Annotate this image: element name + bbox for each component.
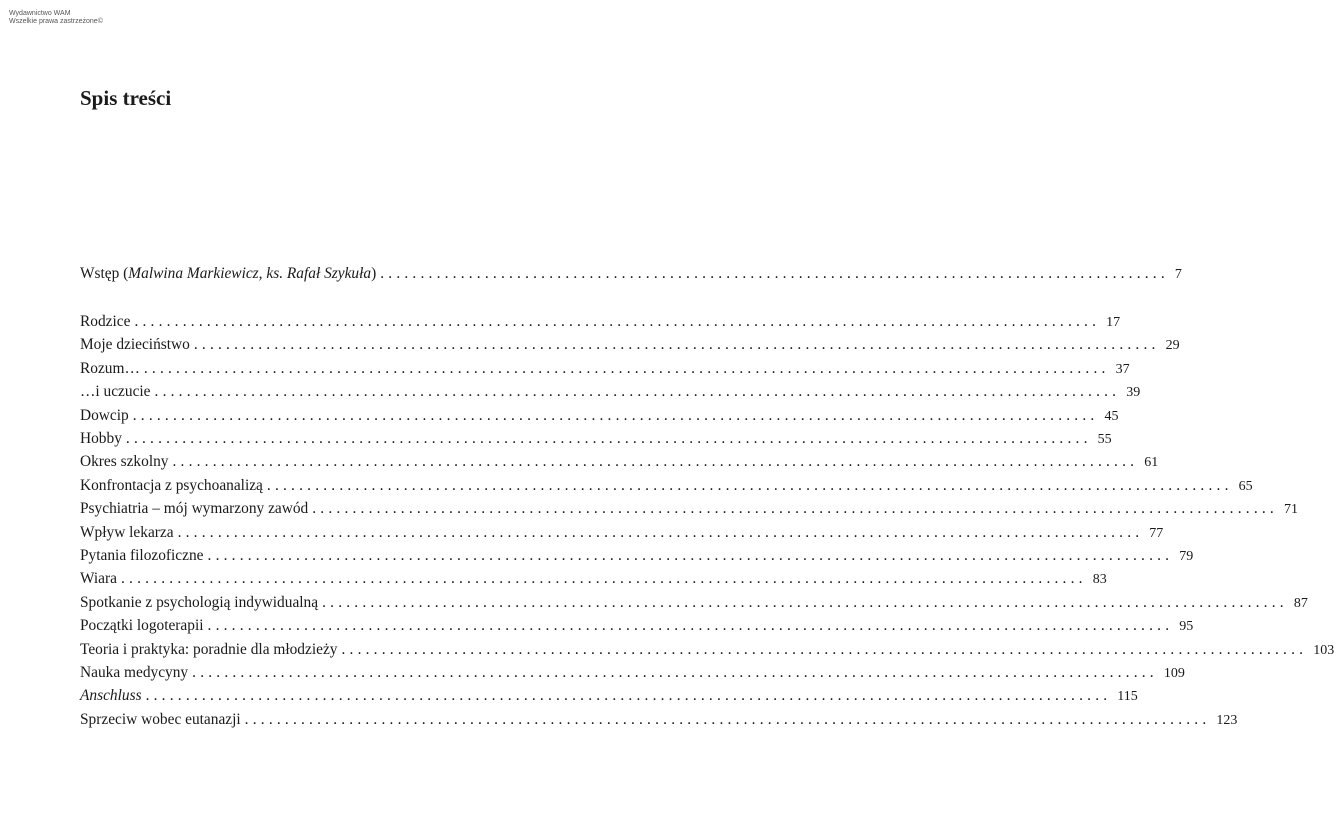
toc-page-number: 45 [1104,408,1119,424]
toc-entry[interactable] [80,310,1121,333]
toc-page-number: 71 [1283,502,1298,518]
toc-page-number: 29 [1165,338,1180,354]
watermark [9,10,103,26]
page-title: Spis treści [80,86,172,110]
toc-entry-label: Dowcip [80,406,129,424]
toc-entry-label: Rodzice [80,313,131,330]
leader-dots: ........................................................................................................................ [192,664,1158,681]
leader-dots: ........................................................................................................................ [266,476,1233,494]
toc-page-number: 123 [1216,712,1238,728]
leader-dots: ........................................................................................................................ [322,593,1288,611]
leader-dots: ........................................................................................................................ [120,570,1087,588]
toc-entry[interactable] [80,567,1107,590]
leader-dots: ........................................................................................................................ [154,383,1121,401]
toc-page-number: 77 [1149,525,1164,541]
toc-entry-label: Wiara [80,570,117,588]
leader-dots: ........................................................................................................................ [207,547,1174,564]
toc-entry[interactable] [80,404,1119,427]
toc-page-number: 83 [1092,572,1107,588]
toc-entry-label: Nauka medycyny [80,664,189,681]
intro-label-authors: Malwina Markiewicz, ks. Rafał Szykuła [128,265,372,282]
toc-entry[interactable] [80,357,1130,380]
leader-dots: ........................................................................................................................ [143,359,1110,377]
toc-entry[interactable] [80,474,1253,497]
toc-entry[interactable] [80,661,1185,684]
toc-entry-label: Rozum… [80,359,140,377]
toc-entry-label: Moje dzieciństwo [80,336,190,354]
toc-page-number: 95 [1179,619,1194,635]
leader-dots: ........................................................................................................................ [341,640,1308,658]
toc-page-number: 109 [1163,666,1185,681]
toc-entry-label: Sprzeciw wobec eutanazji [80,710,241,728]
toc-page-number: 65 [1238,478,1253,494]
toc-entry-label: Wpływ lekarza [80,523,174,541]
toc-entry[interactable] [80,380,1141,403]
toc-page-number: 115 [1117,689,1138,705]
toc-page-number: 39 [1126,385,1141,401]
toc-entry[interactable] [80,708,1238,731]
toc-entry-label: Pytania filozoficzne [80,547,204,564]
toc-entry[interactable] [80,427,1112,450]
toc-entry[interactable] [80,614,1194,637]
toc-entry-label: Hobby [80,430,122,447]
toc-page-number: 103 [1313,642,1334,658]
toc-entry[interactable] [80,333,1180,356]
leader-dots: ........................................................................................................................ [132,406,1099,424]
toc-entry-label: Konfrontacja z psychoanalizą [80,476,263,494]
leader-dots: ........................................................................................................................ [134,313,1101,330]
toc-entry[interactable] [80,591,1308,614]
toc-entry-label: Spotkanie z psychologią indywidualną [80,593,319,611]
leader-dots: ........................................................................................................................ [312,500,1278,518]
copyright-notice: Wszelkie prawa zastrzeżone© [9,18,103,25]
leader-dots: ........................................................................................................................ [145,687,1112,705]
toc-entry-label: Początki logoterapii [80,617,204,635]
toc-page-number: 87 [1293,595,1308,611]
toc-entry-label: Okres szkolny [80,453,169,471]
leader-dots: ........................................................................................................................ [193,336,1160,354]
toc-entry[interactable] [80,497,1298,520]
toc-entry-intro[interactable] [80,262,1182,285]
leader-dots: ........................................................................................................................ [125,430,1092,447]
toc-entry[interactable] [80,450,1159,473]
toc-entry[interactable] [80,544,1194,567]
toc-entry-label: …i uczucie [80,383,151,401]
toc-page-number: 17 [1106,315,1121,330]
toc-page-number: 55 [1097,432,1112,447]
toc-entry-label [80,262,376,285]
toc-page-number: 37 [1115,361,1130,377]
intro-label-prefix: Wstęp ( [80,265,129,282]
toc-entry-label: Psychiatria – mój wymarzony zawód [80,500,309,518]
toc-entry-label: Teoria i praktyka: poradnie dla młodzieży [80,640,338,658]
leader-dots: ........................................................................................................................ [177,523,1144,541]
leader-dots: ........................................................................................................................ [172,453,1139,471]
intro-label-suffix: ) [371,265,377,282]
leader-dots: ........................................................................................................................ [207,617,1174,635]
toc-entry-label: Anschluss [80,687,142,705]
leader-dots: .................................................................................................. [380,265,1169,282]
toc-page-number: 79 [1179,549,1194,564]
publisher-name: Wydawnictwo WAM [9,10,71,17]
leader-dots: ........................................................................................................................ [244,710,1211,728]
toc-entry[interactable] [80,684,1138,707]
toc-entry[interactable] [80,638,1334,661]
toc-entry[interactable] [80,521,1164,544]
toc-page-number: 61 [1144,455,1159,471]
toc-page-number: 7 [1174,267,1182,282]
